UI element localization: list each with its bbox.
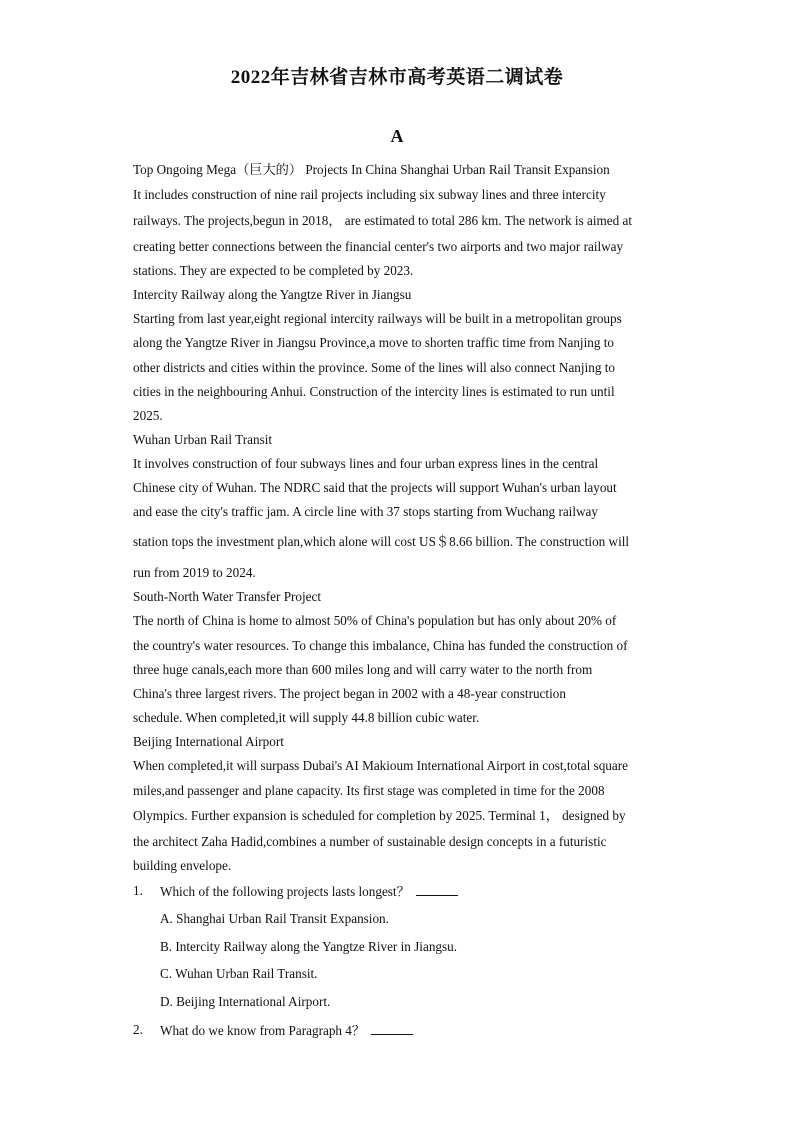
passage-line: along the Yangtze River in Jiangsu Province,a move to shorten traffic time from Nanjing to bbox=[133, 335, 615, 350]
option-b[interactable]: B. Intercity Railway along the Yangtze River in Jiangsu. bbox=[160, 939, 458, 954]
answer-blank[interactable] bbox=[416, 883, 458, 896]
passage-line: railways. The projects,begun in 2018， are estimated to total 286 km. The network is aimed at bbox=[133, 213, 633, 228]
passage-line: stations. They are expected to be completed by 2023. bbox=[133, 263, 414, 278]
question-2 bbox=[160, 1022, 413, 1039]
passage-line: Chinese city of Wuhan. The NDRC said that the projects will support Wuhan's urban layout bbox=[133, 480, 617, 495]
passage-line: China's three largest rivers. The project began in 2002 with a 48-year construction bbox=[133, 686, 566, 701]
passage-line: Starting from last year,eight regional intercity railways will be built in a metropolitan groups bbox=[133, 311, 622, 326]
question-1-number: 1. bbox=[133, 883, 143, 898]
passage-line: other districts and cities within the province. Some of the lines will also connect Nanjing to bbox=[133, 360, 615, 375]
passage-line: It includes construction of nine rail projects including six subway lines and three intercity bbox=[133, 187, 606, 202]
question-1 bbox=[160, 883, 458, 900]
passage-line: cities in the neighbouring Anhui. Construction of the intercity lines is estimated to run until bbox=[133, 384, 615, 399]
option-d[interactable]: D. Beijing International Airport. bbox=[160, 994, 331, 1009]
option-c[interactable]: C. Wuhan Urban Rail Transit. bbox=[160, 966, 318, 981]
passage-heading: South-North Water Transfer Project bbox=[133, 589, 322, 604]
passage-heading: Intercity Railway along the Yangtze River in Jiangsu bbox=[133, 287, 412, 302]
question-1-text: Which of the following projects lasts longest？ bbox=[160, 884, 410, 899]
question-2-number: 2. bbox=[133, 1022, 143, 1037]
passage-line: schedule. When completed,it will supply 44.8 billion cubic water. bbox=[133, 710, 480, 725]
passage-heading: Wuhan Urban Rail Transit bbox=[133, 432, 273, 447]
passage-heading: Beijing International Airport bbox=[133, 734, 284, 749]
passage-line: station tops the investment plan,which alone will cost US＄8.66 billion. The construction will bbox=[133, 534, 630, 549]
passage-line: Olympics. Further expansion is scheduled for completion by 2025. Terminal 1， designed by bbox=[133, 808, 626, 823]
passage-line: The north of China is home to almost 50% of China's population but has only about 20% of bbox=[133, 613, 617, 628]
passage-line: 2025. bbox=[133, 408, 163, 423]
passage-line: miles,and passenger and plane capacity. Its first stage was completed in time for the 2008 bbox=[133, 783, 605, 798]
passage-line: It involves construction of four subways lines and four urban express lines in the central bbox=[133, 456, 599, 471]
passage-line: three huge canals,each more than 600 miles long and will carry water to the north from bbox=[133, 662, 593, 677]
passage-line: the country's water resources. To change this imbalance, China has funded the construction of bbox=[133, 638, 628, 653]
answer-blank[interactable] bbox=[371, 1022, 413, 1035]
question-2-text: What do we know from Paragraph 4？ bbox=[160, 1023, 366, 1038]
passage-line: When completed,it will surpass Dubai's AI Makioum International Airport in cost,total square bbox=[133, 758, 628, 773]
passage-line: Top Ongoing Mega（巨大的） Projects In China Shanghai Urban Rail Transit Expansion bbox=[133, 162, 610, 177]
passage-line: creating better connections between the financial center's two airports and two major railway bbox=[133, 239, 624, 254]
option-a[interactable]: A. Shanghai Urban Rail Transit Expansion. bbox=[160, 911, 389, 926]
passage-line: the architect Zaha Hadid,combines a number of sustainable design concepts in a futuristic bbox=[133, 834, 607, 849]
passage-line: and ease the city's traffic jam. A circle line with 37 stops starting from Wuchang railway bbox=[133, 504, 598, 519]
passage-line: run from 2019 to 2024. bbox=[133, 565, 256, 580]
exam-title: 2022年吉林省吉林市高考英语二调试卷 bbox=[230, 67, 564, 88]
passage-line: building envelope. bbox=[133, 858, 232, 873]
section-heading: A bbox=[390, 126, 404, 146]
